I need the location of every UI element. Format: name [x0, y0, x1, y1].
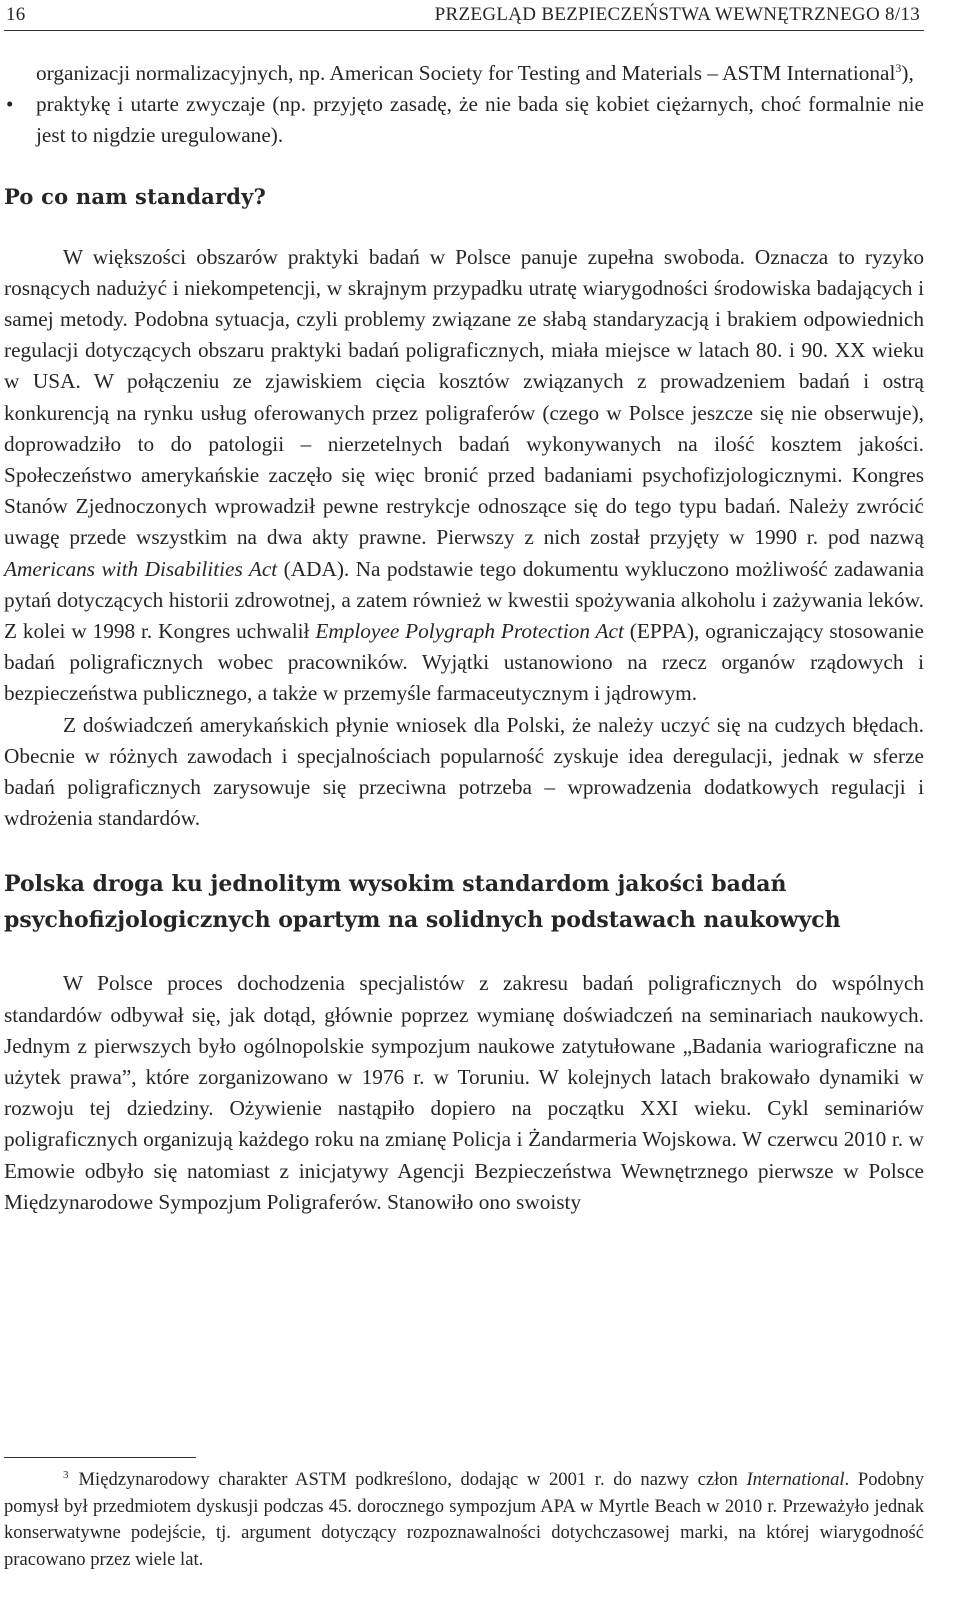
footnote-text-part: . Podobny pomysł był przedmiotem dyskusji podczas 45. dorocznego sympozjum APA w Myrtle Beach w 2010 r. Przeważyło jednak konserwatywne podejście, tj. argument dotyczący rozpoznawalności dotychczasowej marki, na której wiarygodność pracowano przez wiele lat.: [4, 1469, 924, 1570]
footnote-separator: [4, 1457, 196, 1458]
list-item: [4, 89, 924, 151]
list-item-text-end: ),: [901, 61, 914, 85]
list-item-text: praktykę i utarte zwyczaje (np. przyjęto zasadę, że nie bada się kobiet ciężarnych, choć formalnie nie jest to nigdzie uregulowane).: [36, 92, 924, 148]
footnote-reference[interactable]: 3: [895, 60, 902, 75]
bullet-marker: •: [6, 92, 14, 117]
running-header: [4, 2, 924, 31]
act-name: Americans with Disabilities Act: [4, 556, 278, 581]
footnote: [4, 1467, 924, 1573]
page: [4, 0, 924, 1619]
paragraph-text: (ADA). Na podstawie tego dokumentu wykluczono możliwość zadawania pytań dotyczących historii zdrowotnej, a zatem również w kwestii spożywania alkoholu i zażywania leków. Z kolei w 1998 r. Kongres uchwalił: [4, 556, 924, 644]
paragraph: Z doświadczeń amerykańskich płynie wniosek dla Polski, że należy uczyć się na cudzych błędach. Obecnie w różnych zawodach i specjalnościach popularność zyskuje idea deregulacji, jednak w sferze badań poligraficznych zarysowuje się przeciwna potrzeba – wprowadzenia dodatkowych regulacji i wdrożenia standardów.: [4, 712, 924, 831]
footnote-italic: International: [746, 1469, 845, 1490]
page-number: 16: [6, 4, 26, 25]
paragraph-text: W większości obszarów praktyki badań w Polsce panuje zupełna swoboda. Oznacza to ryzyko rosnących nadużyć i niekompetencji, w skrajnym przypadku utratę wiarygodności środowiska badających i samej metody. Podobna sytuacja, czyli problemy związane ze słabą standaryzacją i brakiem odpowiednich regulacji dotyczących obszaru praktyki badań poligraficznych, miała miejsce w latach 80. i 90. XX wieku w USA. W połączeniu ze zjawiskiem cięcia kosztów związanych z prowadzeniem badań i ostrą konkurencją na rynku usług oferowanych przez poligraferów (czego w Polsce jeszcze się nie obserwuje), doprowadziło to do patologii – nierzetelnych badań wykonywanych na ilość kosztem jakości. Społeczeństwo amerykańskie zaczęło się więc bronić przed badaniami psychofizjologicznymi. Kongres Stanów Zjednoczonych wprowadził pewne restrykcje odnoszące się do tego typu badań. Należy zwrócić uwagę przede wszystkim na dwa akty prawne. Pierwszy z nich został przyjęty w 1990 r. pod nazwą: [4, 244, 924, 550]
footnote-text-part: Międzynarodowy charakter ASTM podkreślono, dodając w 2001 r. do nazwy człon: [78, 1469, 747, 1490]
footnote-marker: 3: [63, 1468, 69, 1481]
paragraph: W Polsce proces dochodzenia specjalistów z zakresu badań poligraficznych do wspólnych standardów odbywał się, jak dotąd, głównie poprzez wymianę doświadczeń na seminariach naukowych. Jednym z pierwszych było ogólnopolskie sympozjum naukowe zatytułowane „Badania wariograficzne na użytek prawa”, które zorganizowano w 1976 r. w Toruniu. W kolejnych latach brakowało dynamiki w rozwoju tej dziedziny. Ożywienie nastąpiło dopiero na początku XXI wieku. Cykl seminariów poligraficznych organizują każdego roku na zmianę Policja i Żandarmeria Wojskowa. W czerwcu 2010 r. w Emowie odbyło się natomiast z inicjatywy Agencji Bezpieczeństwa Wewnętrznego pierwsze w Polsce Międzynarodowe Sympozjum Poligraferów. Stanowiło ono swoisty: [4, 971, 924, 1214]
section-heading: Po co nam standardy?: [4, 183, 266, 209]
journal-title: PRZEGLĄD BEZPIECZEŃSTWA WEWNĘTRZNEGO 8/13: [434, 4, 920, 25]
section-heading: Polska droga ku jednolitym wysokim standardom jakości badań psychofizjologicznych opartym na solidnych podstawach naukowych: [4, 871, 841, 934]
paragraph-text: (EPPA), ograniczający stosowanie badań poligraficznych wobec pracowników. Wyjątki ustanowiono na rzecz organów rządowych i bezpieczeństwa publicznego, a także w przemyśle farmaceutycznym i jądrowym.: [4, 619, 924, 706]
list-item-text: organizacji normalizacyjnych, np. American Society for Testing and Materials – ASTM International: [36, 61, 896, 85]
main-text: [4, 58, 924, 1218]
footnote-text: [4, 1467, 924, 1573]
list-item-continuation: [4, 58, 924, 89]
paragraph: [4, 242, 924, 710]
act-name: Employee Polygraph Protection Act: [315, 619, 624, 644]
